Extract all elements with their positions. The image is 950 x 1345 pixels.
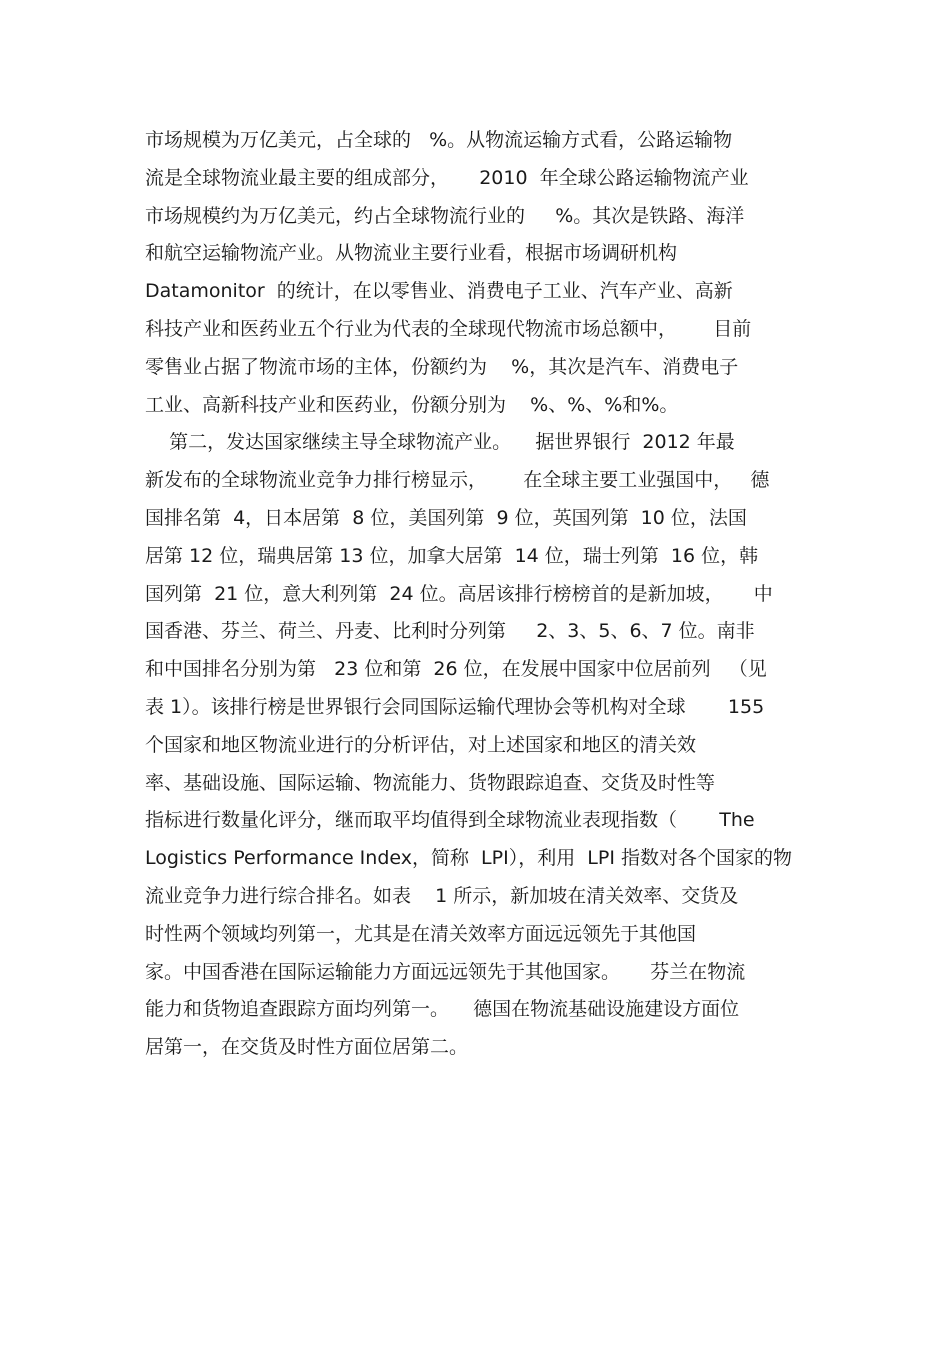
text-line: 能力和货物追查跟踪方面均列第一。 德国在物流基础设施建设方面位 <box>145 998 740 1021</box>
text-line: 和航空运输物流产业。从物流业主要行业看，根据市场调研机构 <box>145 242 678 265</box>
text-line: 国香港、芬兰、荷兰、丹麦、比利时分列第 2、3、5、6、7 位。南非 <box>145 620 755 643</box>
text-line: Logistics Performance Index，简称 LPI），利用 LPI 指数对各个国家的物 <box>145 847 792 870</box>
text-line: 零售业占据了物流市场的主体，份额约为 %，其次是汽车、消费电子 <box>145 355 739 378</box>
text-line: 和中国排名分别为第 23 位和第 26 位，在发展中国家中位居前列 （见 <box>145 658 767 681</box>
body-text <box>145 122 815 1067</box>
text-line: 新发布的全球物流业竞争力排行榜显示， 在全球主要工业强国中， 德 <box>145 469 770 492</box>
text-line: Datamonitor 的统计，在以零售业、消费电子工业、汽车产业、高新 <box>145 280 733 303</box>
text-line: 个国家和地区物流业进行的分析评估，对上述国家和地区的清关效 <box>145 733 697 756</box>
text-line: 表 1）。该排行榜是世界银行会同国际运输代理协会等机构对全球 155 <box>145 695 765 718</box>
text-line: 第二，发达国家继续主导全球物流产业。 据世界银行 2012 年最 <box>145 431 735 454</box>
text-line: 科技产业和医药业五个行业为代表的全球现代物流市场总额中， 目前 <box>145 317 752 340</box>
text-line: 居第一，在交货及时性方面位居第二。 <box>145 1036 469 1059</box>
text-line: 国排名第 4，日本居第 8 位，美国列第 9 位，英国列第 10 位，法国 <box>145 506 747 529</box>
text-line: 国列第 21 位，意大利列第 24 位。高居该排行榜榜首的是新加坡， 中 <box>145 582 773 605</box>
text-line: 市场规模为万亿美元，占全球的 %。从物流运输方式看，公路运输物 <box>145 129 733 151</box>
text-line: 指标进行数量化评分，继而取平均值得到全球物流业表现指数（ The <box>145 809 755 832</box>
text-line: 流是全球物流业最主要的组成部分， 2010 年全球公路运输物流产业 <box>145 166 749 189</box>
text-line: 时性两个领域均列第一，尤其是在清关效率方面远远领先于其他国 <box>145 922 697 945</box>
text-line: 工业、高新科技产业和医药业，份额分别为 %、%、%和%。 <box>145 393 679 416</box>
text-line: 居第 12 位，瑞典居第 13 位，加拿大居第 14 位，瑞士列第 16 位，韩 <box>145 544 759 567</box>
text-line: 家。中国香港在国际运输能力方面远远领先于其他国家。 芬兰在物流 <box>145 960 746 983</box>
text-line: 率、基础设施、国际运输、物流能力、货物跟踪追查、交货及时性等 <box>145 771 716 794</box>
text-line: 流业竞争力进行综合排名。如表 1 所示，新加坡在清关效率、交货及 <box>145 884 739 907</box>
text-line: 市场规模约为万亿美元，约占全球物流行业的 %。其次是铁路、海洋 <box>145 204 745 227</box>
